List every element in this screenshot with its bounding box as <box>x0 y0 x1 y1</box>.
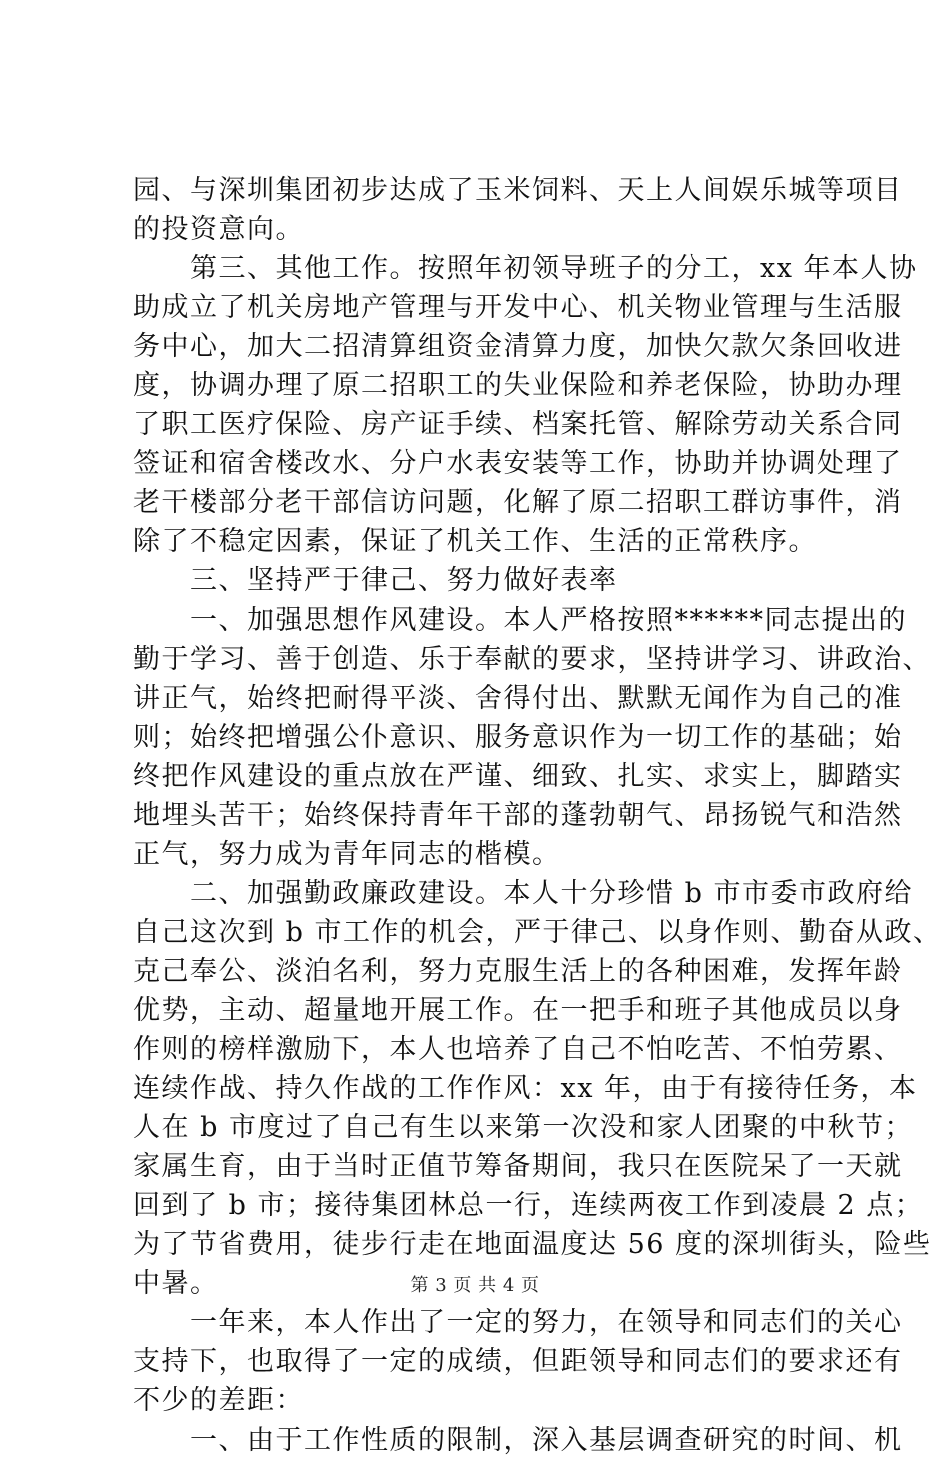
text-line: 支持下，也取得了一定的成绩，但距领导和同志们的要求还有 <box>133 1346 903 1378</box>
text-line: 则；始终把增强公仆意识、服务意识作为一切工作的基础；始 <box>133 721 903 753</box>
text-line: 不少的差距： <box>133 1385 304 1417</box>
text-line: 连续作战、持久作战的工作作风：xx 年，由于有接待任务，本 <box>133 1073 918 1105</box>
text-line: 助成立了机关房地产管理与开发中心、机关物业管理与生活服 <box>133 292 903 324</box>
text-line: 一年来，本人作出了一定的努力，在领导和同志们的关心 <box>133 1307 903 1339</box>
text-line: 中暑。 <box>133 1268 219 1300</box>
text-line: 优势，主动、超量地开展工作。在一把手和班子其他成员以身 <box>133 994 903 1026</box>
text-line: 老干楼部分老干部信访问题，化解了原二招职工群访事件，消 <box>133 487 903 519</box>
text-line: 为了节省费用，徒步行走在地面温度达 56 度的深圳街头，险些 <box>133 1229 932 1261</box>
text-line: 了职工医疗保险、房产证手续、档案托管、解除劳动关系合同 <box>133 409 903 441</box>
text-line: 除了不稳定因素，保证了机关工作、生活的正常秩序。 <box>133 526 817 558</box>
text-line: 二、加强勤政廉政建设。本人十分珍惜 b 市市委市政府给 <box>133 877 913 909</box>
text-line: 园、与深圳集团初步达成了玉米饲料、天上人间娱乐城等项目 <box>133 175 903 206</box>
section-heading: 三、坚持严于律己、努力做好表率 <box>133 565 618 597</box>
text-line: 自己这次到 b 市工作的机会，严于律己、以身作则、勤奋从政、 <box>133 916 942 948</box>
text-line: 正气，努力成为青年同志的楷模。 <box>133 838 561 870</box>
text-line: 终把作风建设的重点放在严谨、细致、扎实、求实上，脚踏实 <box>133 760 903 792</box>
text-line: 第三、其他工作。按照年初领导班子的分工，xx 年本人协 <box>133 253 918 285</box>
text-line: 签证和宿舍楼改水、分户水表安装等工作，协助并协调处理了 <box>133 448 903 480</box>
text-line: 人在 b 市度过了自己有生以来第一次没和家人团聚的中秋节； <box>133 1112 913 1144</box>
text-line: 回到了 b 市；接待集团林总一行，连续两夜工作到凌晨 2 点； <box>133 1190 924 1222</box>
text-line: 勤于学习、善于创造、乐于奉献的要求，坚持讲学习、讲政治、 <box>133 643 931 675</box>
text-line: 克己奉公、淡泊名利，努力克服生活上的各种困难，发挥年龄 <box>133 955 903 987</box>
text-line: 一、加强思想作风建设。本人严格按照******同志提出的 <box>133 604 907 636</box>
text-line: 家属生育，由于当时正值节筹备期间，我只在医院呆了一天就 <box>133 1151 903 1183</box>
text-line: 务中心，加大二招清算组资金清算力度，加快欠款欠条回收进 <box>133 331 903 363</box>
text-line: 作则的榜样激励下，本人也培养了自己不怕吃苦、不怕劳累、 <box>133 1034 903 1066</box>
text-line: 讲正气，始终把耐得平淡、舍得付出、默默无闻作为自己的准 <box>133 682 903 714</box>
page-number-footer: 第 3 页 共 4 页 <box>410 1275 540 1296</box>
text-line: 地埋头苦干；始终保持青年干部的蓬勃朝气、昂扬锐气和浩然 <box>133 799 903 831</box>
text-line: 一、由于工作性质的限制，深入基层调查研究的时间、机 <box>133 1424 903 1456</box>
text-line: 度，协调办理了原二招职工的失业保险和养老保险，协助办理 <box>133 370 903 402</box>
text-line: 的投资意向。 <box>133 214 304 246</box>
body-text <box>133 171 942 1460</box>
